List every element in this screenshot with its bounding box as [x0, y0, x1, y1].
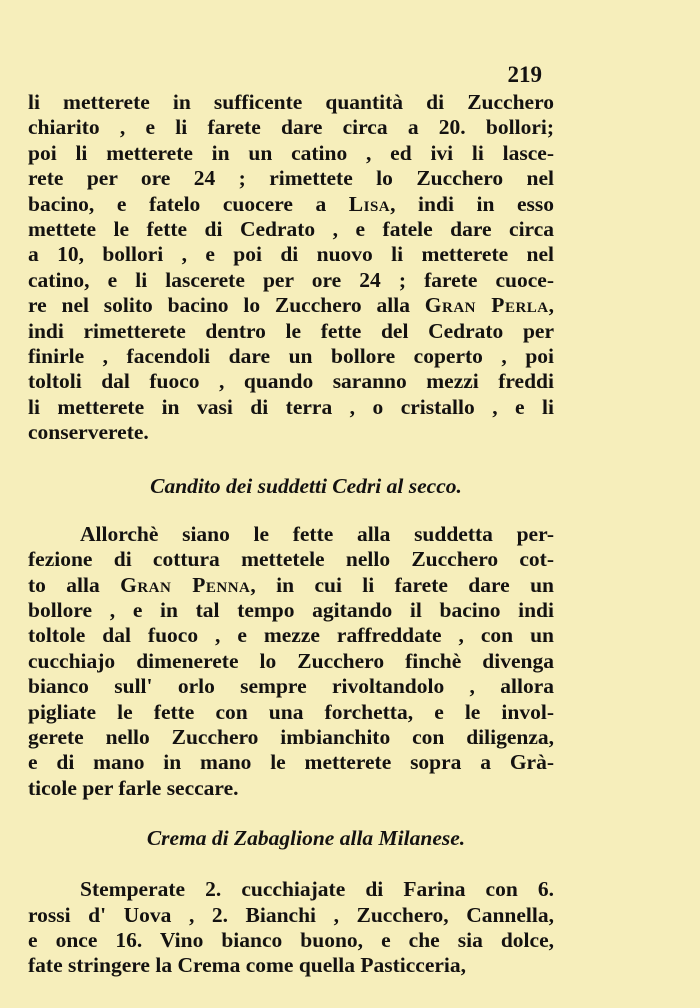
- text-line: gerete nello Zucchero imbianchito con diligenza,: [28, 724, 554, 749]
- text-line: [28, 573, 554, 598]
- text-line: e di mano in mano le metterete sopra a Grà-: [28, 750, 554, 775]
- text-line: mettete le fette di Cedrato , e fatele dare circa: [28, 217, 554, 242]
- text-line: fate stringere la Crema come quella Pasticceria,: [28, 953, 467, 978]
- text-line: conserverete.: [28, 420, 149, 445]
- text-line: rete per ore 24 ; rimettete lo Zucchero nel: [28, 166, 554, 191]
- text-line: toltoli dal fuoco , quando saranno mezzi freddi: [28, 369, 554, 394]
- small-caps-term: Gran Perla: [424, 293, 549, 318]
- text-run: , indi in esso: [390, 191, 554, 216]
- text-line: e once 16. Vino bianco buono, e che sia dolce,: [28, 927, 554, 952]
- text-line: poi li metterete in un catino , ed ivi li lasce-: [28, 140, 554, 165]
- text-line: cucchiajo dimenerete lo Zucchero finchè divenga: [28, 648, 554, 673]
- text-line: chiarito , e li farete dare circa a 20. bollori;: [28, 115, 554, 140]
- text-line: catino, e li lascerete per ore 24 ; farete cuoce-: [28, 267, 554, 292]
- text-line: a 10, bollori , e poi di nuovo li metterete nel: [28, 242, 554, 267]
- small-caps-term: Gran Penna: [120, 572, 251, 597]
- paragraph-candied-citron-continued: [28, 90, 554, 446]
- section-heading-crema: Crema di Zabaglione alla Milanese.: [146, 826, 466, 851]
- section-heading-candito: Candito dei suddetti Cedri al secco.: [150, 473, 462, 498]
- text-line: bollore , e in tal tempo agitando il bacino indi: [28, 597, 554, 622]
- text-line: Allorchè siano le fette alla suddetta per-: [80, 521, 554, 546]
- text-line: indi rimetterete dentro le fette del Cedrato per: [28, 318, 554, 343]
- text-line: bianco sull' orlo sempre rivoltandolo , allora: [28, 674, 554, 699]
- text-line: toltole dal fuoco , e mezze raffreddate , con un: [28, 623, 554, 648]
- text-line: finirle , facendoli dare un bollore coperto , poi: [28, 344, 554, 369]
- text-line: li metterete in sufficente quantità di Zucchero: [28, 90, 554, 114]
- text-run: bacino, e fatelo cuocere a: [28, 191, 349, 216]
- text-run: , in cui li farete dare un: [250, 572, 555, 597]
- text-line: rossi d' Uova , 2. Bianchi , Zucchero, Cannella,: [28, 902, 554, 927]
- text-line: [28, 192, 554, 217]
- text-line: pigliate le fette con una forchetta, e le invol-: [28, 699, 554, 724]
- text-line: [28, 293, 554, 318]
- text-run: re nel solito bacino lo Zucchero alla: [28, 293, 425, 318]
- text-line: li metterete in vasi di terra , o cristallo , e li: [28, 394, 554, 419]
- paragraph-candito-secco: [28, 522, 554, 801]
- small-caps-term: Lisa: [348, 191, 391, 216]
- text-run: ,: [548, 293, 554, 318]
- paragraph-crema-zabaglione: [28, 877, 554, 979]
- book-page: [28, 60, 554, 979]
- text-line: Stemperate 2. cucchiajate di Farina con 6.: [80, 877, 554, 902]
- text-line: ticole per farle seccare.: [28, 775, 239, 800]
- page-number: 219: [507, 62, 542, 87]
- text-line: fezione di cottura mettetele nello Zucchero cot-: [28, 547, 554, 572]
- text-run: to alla: [28, 572, 121, 597]
